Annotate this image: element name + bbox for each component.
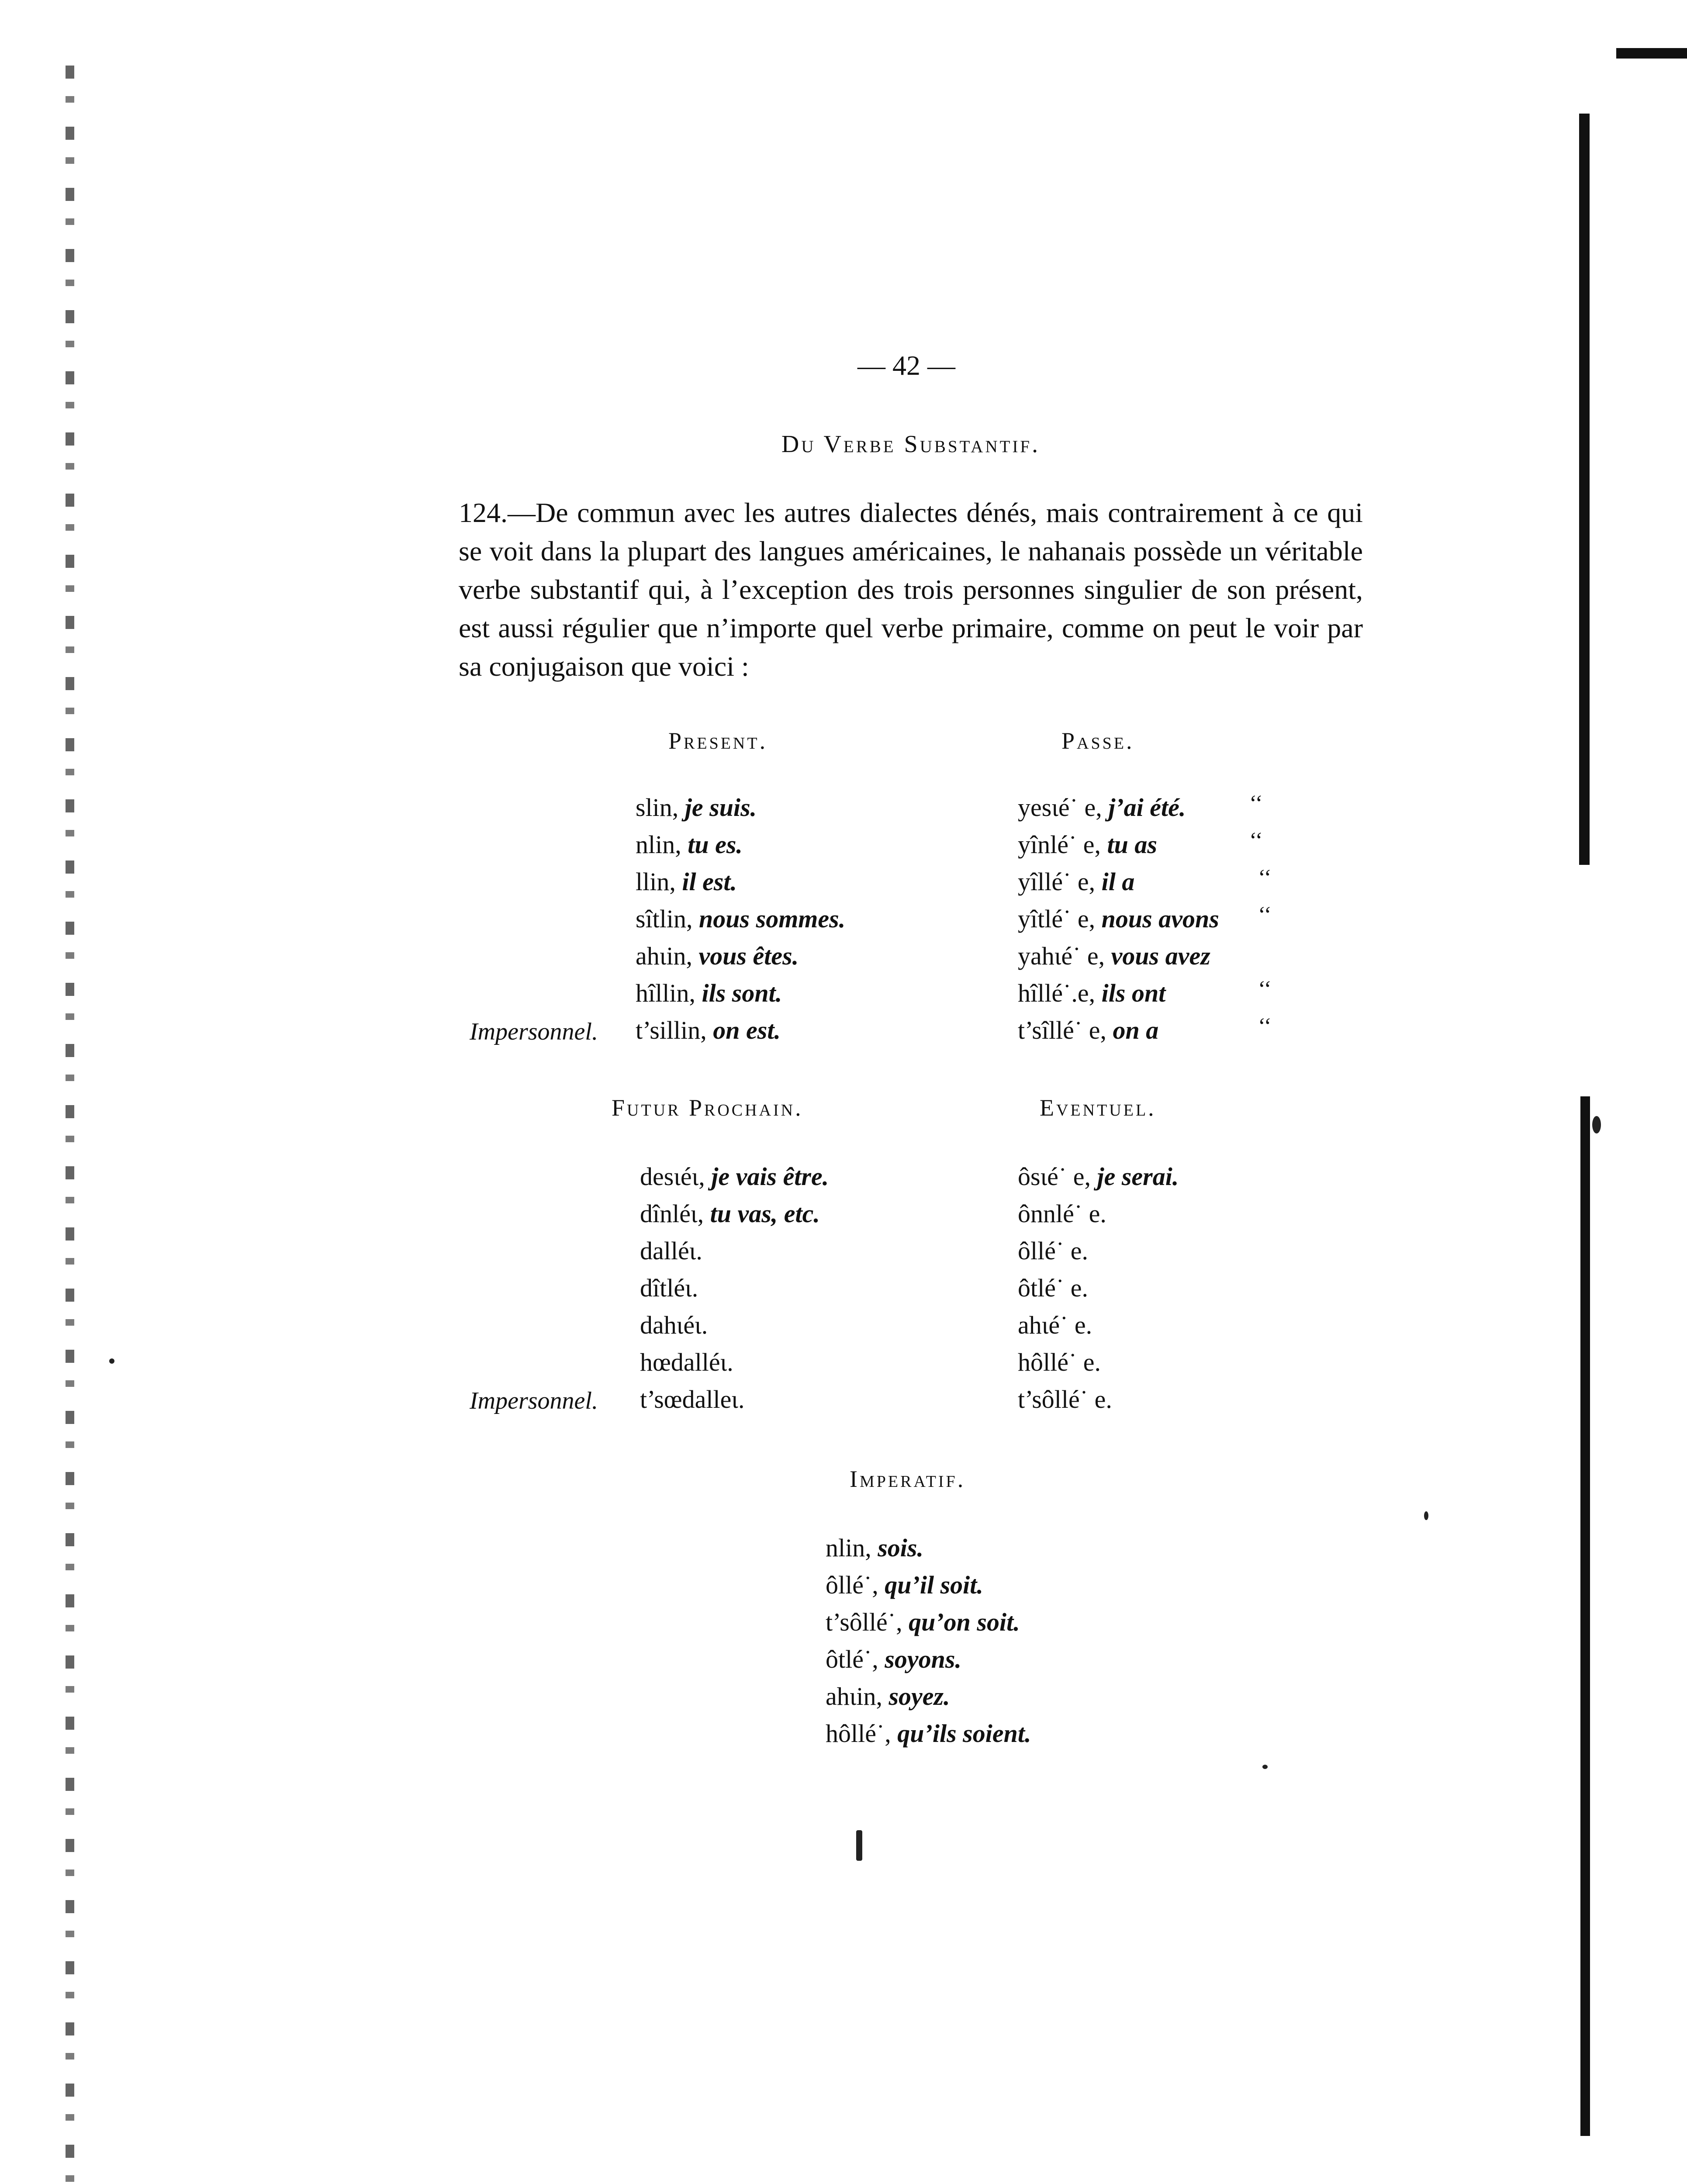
ditto-mark: ‘‘ [1258,902,1272,927]
verb-form: hœdalléɩ. [640,1348,733,1376]
verb-form: t’sœdalleɩ. [640,1385,745,1413]
gloss: j’ai été. [1108,793,1186,822]
gloss: il est. [682,867,737,896]
gloss: qu’on soit. [909,1608,1020,1636]
futur-row [640,1385,745,1414]
page-number: — 42 — [857,350,955,381]
verb-form: t’sillin, [636,1016,707,1044]
gloss: je suis. [684,793,757,822]
ditto-mark: ‘‘ [1258,865,1272,890]
gloss: je serai. [1097,1162,1179,1191]
impersonal-label: Impersonnel. [470,1018,598,1045]
present-row [636,793,757,822]
verb-form: hîllé˙.e, [1018,979,1096,1007]
gloss: ils sont. [702,979,782,1007]
passe-row [1018,830,1157,859]
present-row [636,978,782,1008]
ink-speck [856,1830,862,1861]
verb-form: nlin, [636,830,681,859]
verb-form: yahɩé˙ e, [1018,942,1105,970]
passe-row [1018,904,1219,933]
ink-speck [109,1358,114,1364]
gloss: tu as [1107,830,1157,859]
gloss: qu’ils soient. [897,1719,1031,1748]
ink-speck [1262,1765,1268,1769]
verb-form: nlin, [826,1534,871,1562]
gloss: tu vas, etc. [710,1199,820,1228]
verb-form: dalléɩ. [640,1237,702,1265]
ditto-mark: ‘‘ [1258,1014,1272,1039]
verb-form: ahɩé˙ e. [1018,1311,1092,1339]
passe-row [1018,1016,1158,1045]
verb-form: dîtléɩ. [640,1274,698,1302]
present-row [636,941,799,971]
verb-form: yîtlé˙ e, [1018,905,1096,933]
passe-row [1018,793,1186,822]
verb-form: yîllé˙ e, [1018,867,1096,896]
gloss: tu es. [688,830,743,859]
eventuel-row [1018,1162,1179,1191]
ditto-mark: ‘‘ [1249,828,1263,853]
futur-row [640,1310,708,1340]
verb-form: t’sîllé˙ e, [1018,1016,1106,1044]
eventuel-row [1018,1310,1092,1340]
verb-form: sîtlin, [636,905,693,933]
eventuel-row [1018,1199,1106,1228]
futur-heading: Futur Prochain. [612,1095,803,1121]
gloss: nous avons [1101,905,1219,933]
verb-form: hôllé˙, [826,1719,891,1748]
verb-form: t’sôllé˙ e. [1018,1385,1112,1413]
present-row [636,904,845,933]
gloss: vous êtes. [698,942,799,970]
verb-form: llin, [636,867,676,896]
imperatif-row [826,1645,961,1674]
verb-form: ôtlé˙, [826,1645,878,1673]
eventuel-row [1018,1273,1088,1303]
passe-row [1018,867,1134,896]
imperatif-row [826,1682,950,1711]
futur-row [640,1273,698,1303]
passe-heading: Passe. [1061,728,1134,754]
passe-row [1018,941,1210,971]
eventuel-row [1018,1236,1088,1265]
ditto-mark: ‘‘ [1258,977,1272,1002]
present-heading: Present. [668,728,768,754]
present-row [636,1016,781,1045]
futur-row [640,1348,733,1377]
imperatif-row [826,1719,1031,1748]
section-title: Du Verbe Substantif. [781,431,1041,458]
verb-form: desɩéɩ, [640,1162,705,1191]
futur-row [640,1199,820,1228]
imperatif-row [826,1570,983,1600]
futur-row [640,1162,829,1191]
eventuel-heading: Eventuel. [1040,1095,1156,1121]
verb-form: ahɩin, [636,942,692,970]
imperatif-heading: Imperatif. [850,1466,966,1492]
ink-speck [1424,1511,1428,1520]
gloss: il a [1101,867,1135,896]
verb-form: dînléɩ, [640,1199,704,1228]
verb-form: ônnlé˙ e. [1018,1199,1106,1228]
imperatif-row [826,1607,1020,1637]
verb-form: ôllé˙, [826,1571,878,1599]
present-row [636,830,743,859]
verb-form: hôllé˙ e. [1018,1348,1101,1376]
right-edge-shadow-upper [1579,114,1590,865]
gloss: vous avez [1111,942,1210,970]
eventuel-row [1018,1348,1101,1377]
gloss: ils ont [1101,979,1166,1007]
verb-form: ahɩin, [826,1682,882,1711]
gloss: sois. [878,1534,923,1562]
verb-form: ôsɩé˙ e, [1018,1162,1091,1191]
ink-speck [1592,1116,1601,1133]
verb-form: yesɩé˙ e, [1018,793,1102,822]
passe-row [1018,978,1165,1008]
verb-form: yînlé˙ e, [1018,830,1101,859]
gloss: qu’il soit. [885,1571,983,1599]
verb-form: hîllin, [636,979,695,1007]
paragraph-124: 124.—De commun avec les autres dialectes dénés, mais contrairement à ce qui se voit dans la plupart des langues américaines, le nahanais possède un véritable verbe substantif qui, à l’exception des trois personnes singulier de son présent, est aussi régulier que n’importe quel verbe primaire, comme on peut le voir par sa conjugaison que voici : [459,497,1363,682]
gloss: on est. [713,1016,781,1044]
impersonal-label: Impersonnel. [470,1387,598,1414]
present-row [636,867,737,896]
eventuel-row [1018,1385,1112,1414]
right-edge-shadow-lower [1580,1096,1590,2136]
verb-form: dahɩéɩ. [640,1311,708,1339]
gloss: soyons. [885,1645,961,1673]
gloss: soyez. [888,1682,950,1711]
gloss: nous sommes. [699,905,846,933]
top-right-scan-artifact [1616,48,1687,59]
ditto-mark: ‘‘ [1249,791,1263,816]
imperatif-row [826,1533,923,1562]
verb-form: slin, [636,793,679,822]
futur-row [640,1236,702,1265]
gloss: on a [1113,1016,1159,1044]
verb-form: ôtlé˙ e. [1018,1274,1089,1302]
gloss: je vais être. [711,1162,829,1191]
verb-form: ôllé˙ e. [1018,1237,1089,1265]
verb-form: t’sôllé˙, [826,1608,902,1636]
left-margin-scan-artifact [66,66,74,2184]
